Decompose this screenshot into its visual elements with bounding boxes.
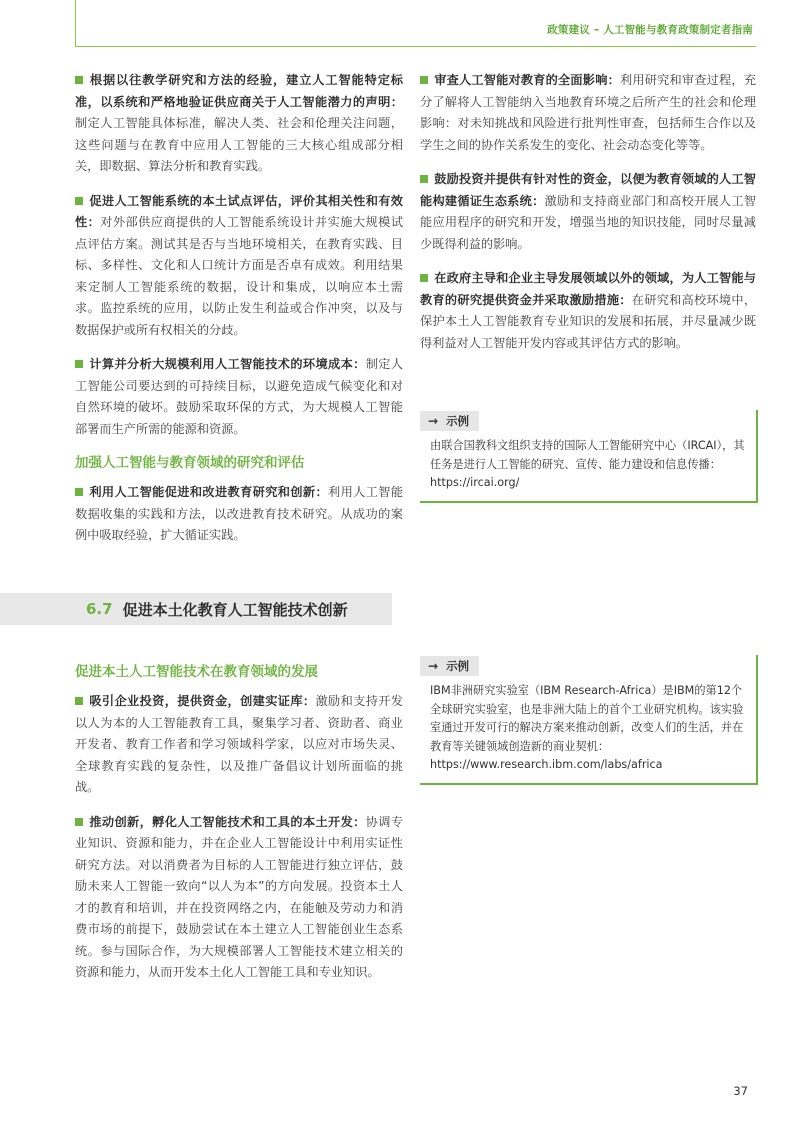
- bullet-icon: [75, 488, 83, 496]
- recommendation-body: 激励和支持商业部门和高校开展人工智能应用程序的研究和开发，增强当地的知识技能，同时尽量减少既得利益的影响。: [420, 193, 757, 251]
- recommendation-heading: 审查人工智能对教育的全面影响：: [434, 73, 620, 87]
- section-title: 促进本土化教育人工智能技术创新: [122, 600, 348, 619]
- section-number: 6.7: [86, 600, 113, 618]
- page-number: 37: [733, 1084, 748, 1098]
- example-tag: [420, 411, 479, 431]
- example-text: IBM非洲研究实验室（IBM Research-Africa）是IBM的第12个全球研究实验室，也是非洲大陆上的首个工业研究机构。该实验室通过开发可行的解决方案来推动创新，改变人们的生活，并在教育等关键领域创造新的商业契机：https://www.research.ibm.com/labs/africa: [430, 684, 744, 771]
- example-tag: [420, 656, 479, 676]
- recommendation-incentives: [420, 268, 756, 354]
- recommendation-impact-review: [420, 70, 756, 156]
- bullet-icon: [75, 818, 83, 826]
- left-column: [75, 70, 403, 560]
- header-vertical-rule: [75, 0, 76, 46]
- recommendation-body: 制定人工智能具体标准，解决人类、社会和伦理关注问题，这些问题与在教育中应用人工智能的三大核心组成部分相关，即数据、算法分析和教育实践。: [75, 116, 403, 173]
- arrow-right-icon: →: [428, 659, 439, 673]
- recommendation-body: 利用人工智能数据收集的实践和方法，以改进教育技术研究。从成功的案例中吸取经验，扩大循证实践。: [75, 485, 404, 542]
- bullet-icon: [420, 76, 428, 84]
- recommendation-business-investment: [75, 691, 403, 799]
- recommendation-heading: 在政府主导和企业主导发展领域以外的领域，为人工智能与教育的研究提供资金并采取激励措施：: [420, 271, 756, 307]
- recommendation-standards: [75, 70, 403, 178]
- example-text: 由联合国教科文组织支持的国际人工智能研究中心（IRCAI），其任务是进行人工智能的研究、宣传、能力建设和信息传播：https://ircai.org/: [430, 439, 745, 489]
- recommendation-environmental-cost: [75, 354, 403, 440]
- example-box-ircai: [420, 410, 758, 503]
- bullet-icon: [75, 360, 83, 368]
- recommendation-targeted-funding: [420, 169, 756, 255]
- recommendation-body: 对外部供应商提供的人工智能系统设计并实施大规模试点评估方案。测试其是否与当地环境相关，在教育实践、目标、多样性、文化和人口统计方面是否卓有成效。利用结果来定制人工智能系统的数据，设计和集成，以响应本土需求。监控系统的应用，以防止发生利益或合作冲突，以及与数据保护或所有权相关的分歧。: [75, 215, 404, 337]
- recommendation-body: 激励和支持开发以人为本的人工智能教育工具，聚集学习者、资助者、商业开发者、教育工作者和学习领域科学家，以应对市场失灵、全球教育实践的复杂性，以及推广备倡议计划所面临的挑战。: [75, 694, 404, 794]
- recommendation-heading: 根据以往教学研究和方法的经验，建立人工智能特定标准，以系统和严格地验证供应商关于人工智能潜力的声明：: [75, 73, 403, 109]
- recommendation-body: 利用研究和审查过程，充分了解将人工智能纳入当地教育环境之后所产生的社会和伦理影响：对未知挑战和风险进行批判性审查，包括师生合作以及学生之间的协作关系发生的变化、社会动态变化等等。: [420, 73, 757, 152]
- recommendation-research-innovation: [75, 482, 403, 547]
- header-horizontal-rule: [75, 46, 756, 47]
- bullet-icon: [75, 697, 83, 705]
- recommendation-body: 制定人工智能公司要达到的可持续目标，以避免造成气候变化和对自然环境的破坏。鼓励采取环保的方式，为大规模人工智能部署而生产所需的能源和资源。: [75, 357, 404, 436]
- recommendation-heading: 促进人工智能系统的本土试点评估，评价其相关性和有效性：: [75, 193, 403, 229]
- recommendation-pilot-evaluation: [75, 191, 403, 342]
- recommendation-body: 协调专业知识、资源和能力，并在企业人工智能设计中利用实证性研究方法。对以消费者为目标的人工智能进行独立评估，鼓励未来人工智能一致向“以人为本”的方向发展。投资本土人才的教育和培训，并在投资网络之内，在能触及劳动力和消费市场的前提下，鼓励尝试在本土建立人工智能创业生态系统。参与国际合作，为大规模部署人工智能技术建立相关的资源和能力，从而开发本土化人工智能工具和专业知识。: [75, 814, 404, 979]
- section-heading-bar: [0, 593, 392, 625]
- recommendation-local-innovation: [75, 812, 403, 984]
- recommendation-heading: 吸引企业投资，提供资金，创建实证库：: [89, 694, 316, 708]
- bullet-icon: [420, 175, 428, 183]
- subsection-heading-research: 加强人工智能与教育领域的研究和评估: [75, 455, 305, 471]
- recommendation-heading: 计算并分析大规模利用人工智能技术的环境成本：: [89, 357, 366, 371]
- recommendation-body: 在研究和高校环境中，保护本土人工智能教育专业知识的发展和拓展，并尽量减少既得利益对人工智能开发内容或其评估方式的影响。: [420, 292, 757, 350]
- example-tag-label: 示例: [446, 659, 470, 673]
- example-box-ibm: [420, 655, 758, 785]
- example-tag-label: 示例: [446, 414, 470, 428]
- arrow-right-icon: →: [428, 414, 439, 428]
- subsection-heading-local-dev: 促进本土人工智能技术在教育领域的发展: [75, 664, 318, 680]
- bullet-icon: [420, 274, 428, 282]
- running-header: 政策建议 – 人工智能与教育政策制定者指南: [547, 24, 753, 36]
- section-left-column: [75, 658, 403, 997]
- recommendation-heading: 利用人工智能促进和改进教育研究和创新：: [89, 485, 329, 499]
- recommendation-heading: 鼓励投资并提供有针对性的资金，以便为教育领域的人工智能构建循证生态系统：: [420, 172, 756, 208]
- bullet-icon: [75, 197, 83, 205]
- bullet-icon: [75, 76, 83, 84]
- right-column: [420, 70, 756, 367]
- recommendation-heading: 推动创新，孵化人工智能技术和工具的本土开发：: [89, 814, 366, 829]
